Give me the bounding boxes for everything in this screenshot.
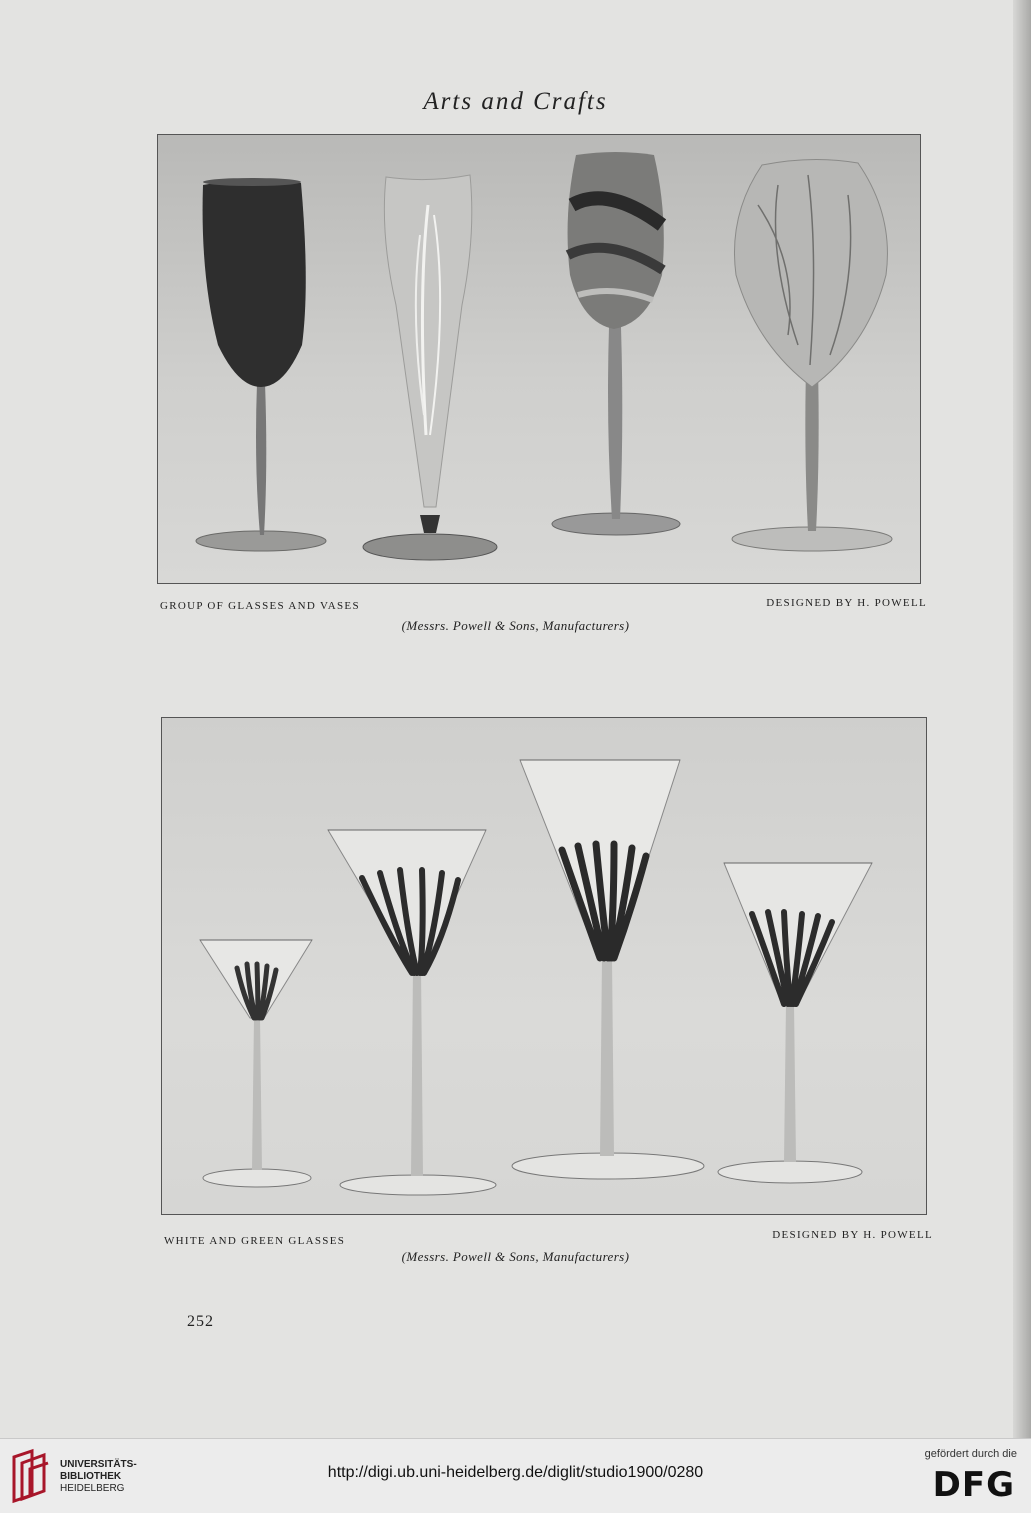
funded-by-label: gefördert durch die: [924, 1448, 1017, 1460]
feathered-flute-vase: [363, 175, 497, 560]
white-green-glasses-illustration: [162, 718, 926, 1214]
page-number: 252: [187, 1313, 214, 1330]
small-trumpet-glass: [200, 940, 312, 1187]
photo-plate-white-green-glasses: [161, 717, 927, 1215]
source-url-link[interactable]: http://digi.ub.uni-heidelberg.de/diglit/studio1900/0280: [327, 1464, 704, 1481]
tallest-trumpet-glass: [512, 760, 704, 1179]
glasses-vases-illustration: [158, 135, 920, 583]
dfg-logo: DFG: [932, 1465, 1015, 1505]
viewer-footer: [0, 1438, 1031, 1513]
plate2-caption-manufacturer: (Messrs. Powell & Sons, Manufacturers): [401, 1249, 630, 1264]
dark-tulip-glass: [196, 178, 326, 551]
plate2-caption-title: WHITE AND GREEN GLASSES: [164, 1235, 346, 1247]
library-name-line1: UNIVERSITÄTS-: [60, 1459, 137, 1470]
medium-trumpet-glass: [718, 863, 872, 1183]
running-head: Arts and Crafts: [423, 88, 608, 115]
library-name-line3: HEIDELBERG: [60, 1483, 125, 1494]
page-edge-shadow: [1013, 0, 1031, 1438]
plate2-caption-designer: DESIGNED BY H. POWELL: [772, 1229, 933, 1241]
marbled-wine-glass: [552, 152, 680, 535]
plate1-caption-designer: DESIGNED BY H. POWELL: [766, 597, 927, 609]
plate1-caption-title: GROUP OF GLASSES AND VASES: [160, 600, 360, 612]
tall-trumpet-glass: [328, 830, 496, 1195]
plate1-caption-manufacturer: (Messrs. Powell & Sons, Manufacturers): [401, 618, 630, 633]
crackled-tulip-vase: [732, 159, 892, 551]
photo-plate-glasses-and-vases: [157, 134, 921, 584]
library-name-line2: BIBLIOTHEK: [60, 1471, 122, 1482]
